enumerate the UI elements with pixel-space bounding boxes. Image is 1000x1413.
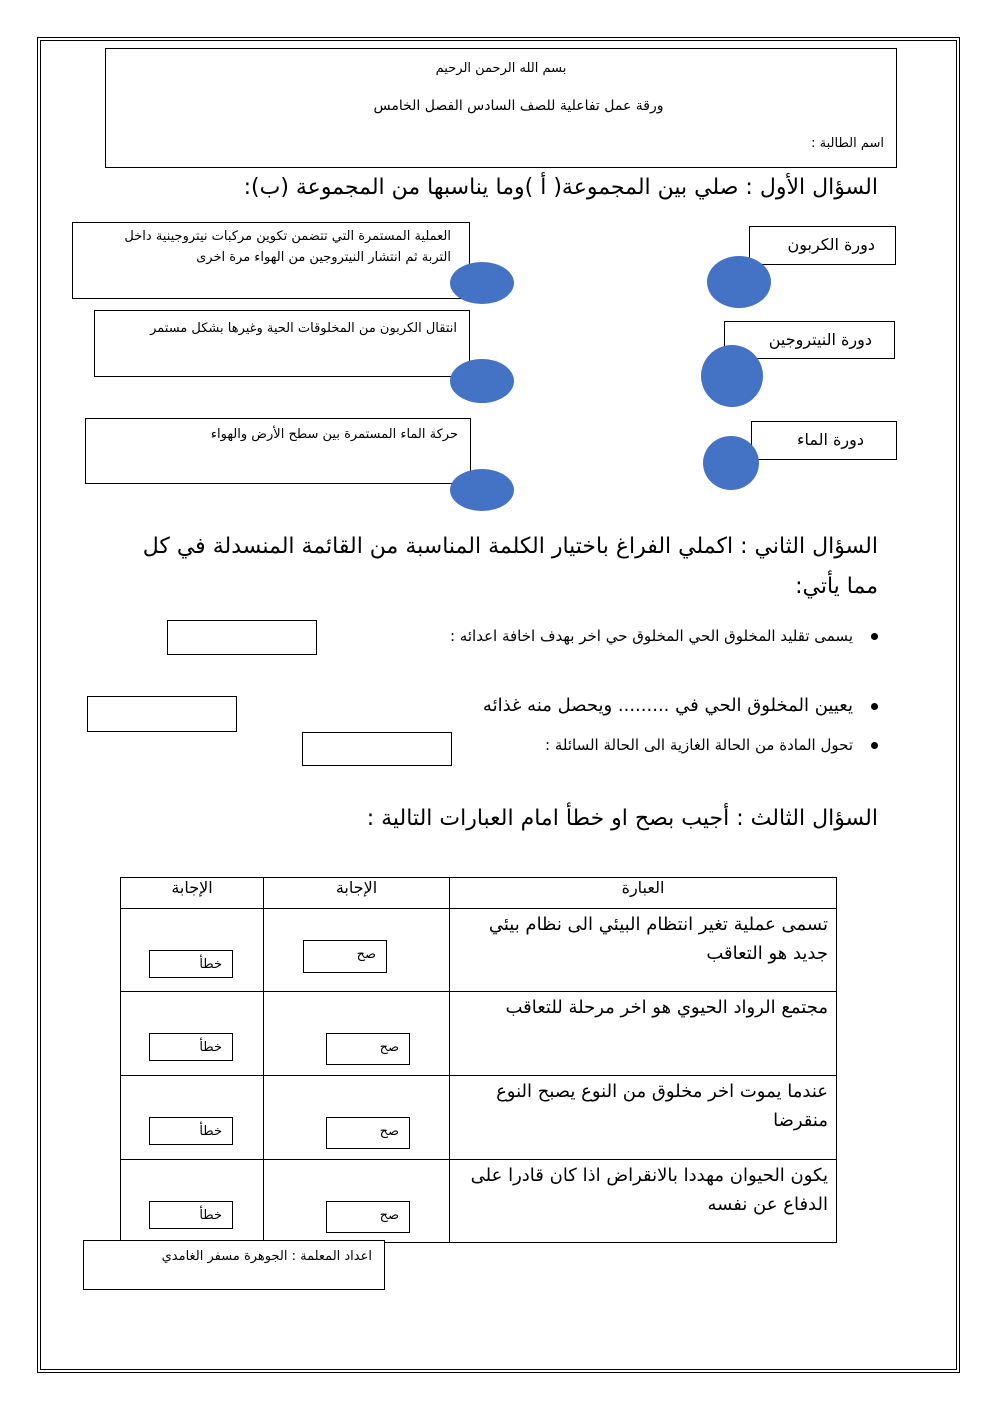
fill-item-2-text: يعيين المخلوق الحي في ......... ويحصل منه غذائه [482, 695, 853, 716]
prepared-by-box [83, 1240, 385, 1290]
q2-title-line2: مما يأتي: [795, 574, 878, 599]
definition-2-text: انتقال الكربون من المخلوقات الحية وغيرها بشكل مستمر [150, 321, 457, 336]
table-row [121, 909, 837, 992]
bullet-dot [871, 703, 878, 710]
match-dot-definition-2[interactable] [450, 359, 514, 403]
q2-title-line1: السؤال الثاني : اكملي الفراغ باختيار الكلمة المناسبة من القائمة المنسدلة في كل [142, 534, 878, 559]
header-answer-2: الإجابة [121, 878, 264, 909]
table-row [121, 1160, 837, 1243]
false-answer-box[interactable]: خطأ [149, 1201, 233, 1229]
table-row [121, 1076, 837, 1160]
statement-3: عندما يموت اخر مخلوق من النوع يصبح النوع منقرضا [450, 1076, 837, 1160]
basmala: بسم الله الرحمن الرحيم [435, 61, 567, 76]
statement-1: تسمى عملية تغير انتظام البيئي الى نظام بيئي جديد هو التعاقب [450, 909, 837, 992]
match-dot-term-1[interactable] [707, 256, 771, 308]
definition-1 [72, 222, 470, 299]
fill-item-3-text: تحول المادة من الحالة الغازية الى الحالة السائلة : [545, 736, 853, 754]
match-dot-definition-1[interactable] [450, 262, 514, 304]
match-dot-term-3[interactable] [703, 436, 759, 490]
term-nitrogen-cycle-text: دورة النيتروجين [768, 330, 872, 349]
fill-dropdown-3[interactable] [302, 732, 452, 766]
fill-item-1-text: يسمى تقليد المخلوق الحي المخلوق حي اخر بهدف اخافة اعدائه : [449, 627, 853, 645]
match-dot-term-2[interactable] [701, 345, 763, 407]
term-carbon-cycle-text: دورة الكربون [787, 235, 875, 254]
statement-2: مجتمع الرواد الحيوي هو اخر مرحلة للتعاقب [450, 992, 837, 1076]
true-answer-box[interactable]: صح [326, 1117, 410, 1149]
header-box [105, 48, 897, 168]
term-carbon-cycle [749, 226, 896, 265]
false-answer-box[interactable]: خطأ [149, 1033, 233, 1061]
true-answer-box[interactable]: صح [326, 1033, 410, 1065]
q3-title: السؤال الثالث : أجيب بصح او خطأ امام العبارات التالية : [366, 806, 878, 831]
header-answer-1: الإجابة [264, 878, 450, 909]
match-dot-definition-3[interactable] [450, 469, 514, 511]
statement-4: يكون الحيوان مهددا بالانقراض اذا كان قادرا على الدفاع عن نفسه [450, 1160, 837, 1243]
false-answer-box[interactable]: خطأ [149, 950, 233, 978]
table-row [121, 992, 837, 1076]
worksheet-title: ورقة عمل تفاعلية للصف السادس الفصل الخامس [373, 98, 664, 114]
definition-1-text: العملية المستمرة التي تتضمن تكوين مركبات نيتروجينية داخل التربة ثم انتشار النيتروجين من الهواء مرة اخرى [124, 229, 451, 265]
term-water-cycle [751, 421, 897, 460]
true-answer-box[interactable]: صح [326, 1201, 410, 1233]
bullet-dot [871, 742, 878, 749]
definition-3 [85, 418, 471, 484]
student-name-label: اسم الطالبة : [811, 136, 884, 151]
header-statement: العبارة [450, 878, 837, 909]
bullet-dot [871, 633, 878, 640]
fill-dropdown-1[interactable] [167, 620, 317, 655]
q1-title: السؤال الأول : صلي بين المجموعة( أ )وما يناسبها من المجموعة (ب): [243, 175, 878, 200]
true-false-table [120, 877, 837, 1243]
fill-item-3 [545, 736, 878, 754]
fill-item-1 [450, 627, 878, 645]
fill-dropdown-2[interactable] [87, 696, 237, 732]
definition-2 [94, 310, 470, 377]
term-water-cycle-text: دورة الماء [796, 430, 864, 449]
fill-item-2 [483, 695, 878, 716]
false-answer-box[interactable]: خطأ [149, 1117, 233, 1145]
definition-3-text: حركة الماء المستمرة بين سطح الأرض والهواء [210, 427, 458, 442]
true-answer-box[interactable]: صح [303, 940, 387, 973]
prepared-by-text: اعداد المعلمة : الجوهرة مسفر الغامدي [161, 1249, 372, 1264]
